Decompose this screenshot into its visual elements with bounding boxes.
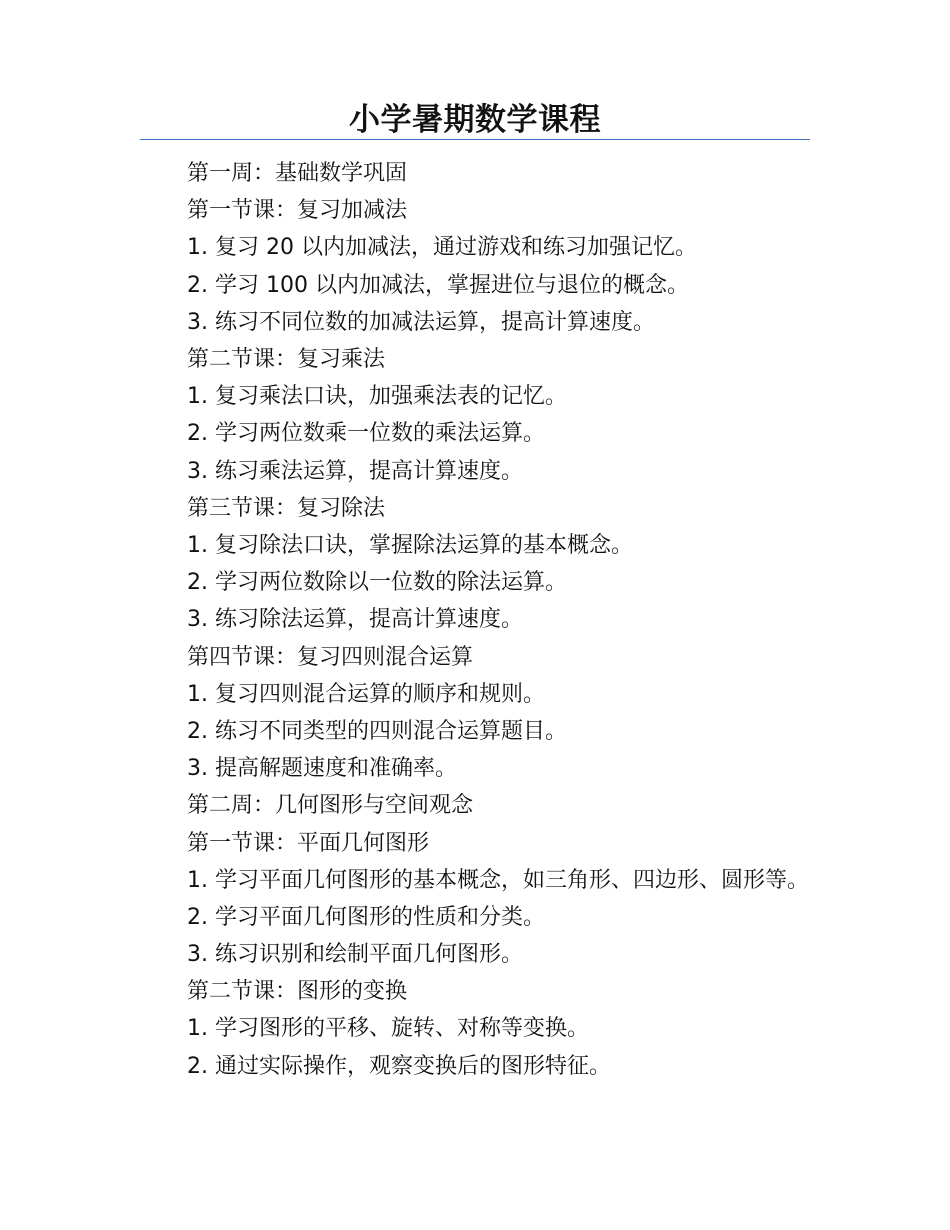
lesson-item: 2. 学习两位数乘一位数的乘法运算。 — [187, 421, 545, 447]
lesson-item: 1. 学习平面几何图形的基本概念，如三角形、四边形、圆形等。 — [187, 867, 809, 893]
lesson-heading: 第二节课：图形的变换 — [187, 979, 408, 1005]
lesson-heading: 第一节课：复习加减法 — [187, 198, 408, 224]
document-body — [140, 155, 810, 1085]
lesson-item: 2. 学习平面几何图形的性质和分类。 — [187, 904, 545, 930]
lesson-heading: 第三节课：复习除法 — [187, 495, 386, 521]
lesson-item: 3. 练习乘法运算，提高计算速度。 — [187, 458, 523, 484]
week-heading: 第一周：基础数学巩固 — [187, 161, 408, 186]
lesson-item: 3. 练习识别和绘制平面几何图形。 — [187, 942, 523, 968]
lesson-item: 1. 复习 20 以内加减法，通过游戏和练习加强记忆。 — [187, 235, 697, 261]
lesson-item: 1. 复习四则混合运算的顺序和规则。 — [187, 681, 545, 707]
lesson-item: 1. 学习图形的平移、旋转、对称等变换。 — [187, 1016, 589, 1042]
lesson-item: 2. 练习不同类型的四则混合运算题目。 — [187, 719, 567, 745]
title-underline — [140, 139, 810, 140]
lesson-item: 3. 练习不同位数的加减法运算，提高计算速度。 — [187, 309, 655, 335]
lesson-item: 1. 复习除法口诀，掌握除法运算的基本概念。 — [187, 533, 633, 559]
lesson-item: 2. 学习 100 以内加减法，掌握进位与退位的概念。 — [187, 272, 689, 298]
lesson-heading: 第二节课：复习乘法 — [187, 347, 386, 373]
document-title: 小学暑期数学课程 — [349, 102, 601, 138]
lesson-heading: 第一节课：平面几何图形 — [187, 830, 430, 856]
lesson-item: 2. 通过实际操作，观察变换后的图形特征。 — [187, 1053, 611, 1079]
week-heading: 第二周：几何图形与空间观念 — [187, 793, 474, 819]
lesson-item: 1. 复习乘法口诀，加强乘法表的记忆。 — [187, 384, 567, 410]
lesson-item: 3. 提高解题速度和准确率。 — [187, 756, 457, 782]
lesson-heading: 第四节课：复习四则混合运算 — [187, 644, 474, 670]
lesson-item: 2. 学习两位数除以一位数的除法运算。 — [187, 570, 567, 596]
lesson-item: 3. 练习除法运算，提高计算速度。 — [187, 607, 523, 633]
